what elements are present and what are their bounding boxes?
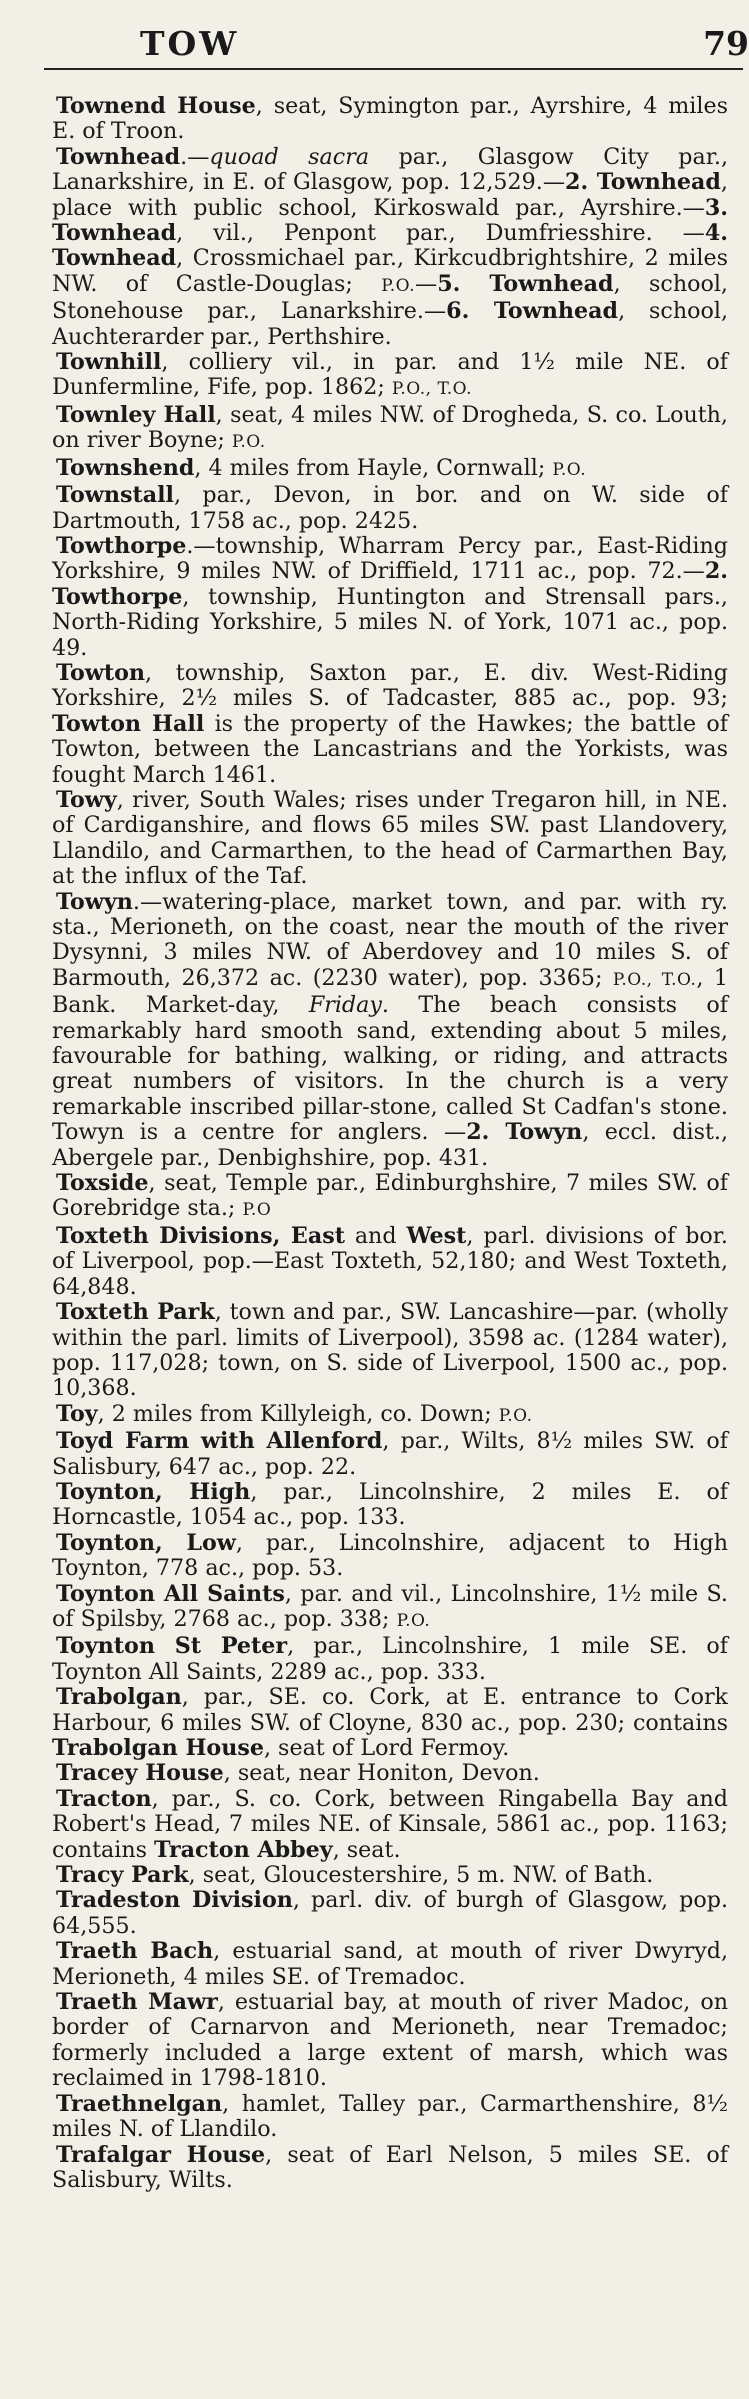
entry-tracton	[52, 1787, 728, 1863]
entry-toynton-all-saints	[52, 1582, 728, 1635]
entry-headword: 2. Towyn	[466, 1119, 583, 1146]
entry-text: , seat.	[332, 1836, 401, 1863]
entry-italic: Friday	[308, 992, 382, 1019]
entry-trafalgar-house	[52, 2143, 728, 2194]
entry-italic: quoad sacra	[209, 143, 370, 170]
page-number: 79	[703, 24, 749, 63]
entry-traethnelgan	[52, 2092, 728, 2143]
entry-headword: 3. Townhead	[52, 194, 728, 247]
entry-text: , school, Stonehouse par., Lanarkshire.—	[52, 270, 728, 325]
entry-abbrev: P.O.	[381, 275, 415, 296]
entry-towy	[52, 788, 728, 890]
entry-headword: Townley Hall	[56, 401, 216, 428]
entry-text: , par. and vil., Lincolnshire, 1½ mile S. of Spilsby, 2768 ac., pop. 338;	[52, 1580, 728, 1632]
entry-abbrev: P.O., T.O.	[612, 969, 697, 990]
entry-headword: 2. Towthorpe	[52, 558, 728, 610]
entry-headword: 4. Townhead	[52, 220, 728, 272]
entry-headword: Traeth Bach	[56, 1938, 214, 1965]
entry-townhead	[52, 145, 728, 350]
entry-headword: Trafalgar House	[56, 2141, 266, 2168]
entry-traeth-mawr	[52, 1990, 728, 2092]
entry-headword: Toy	[56, 1400, 98, 1427]
entry-text: , par., Wilts, 8½ miles SW. of Salisbury, 647 ac., pop. 22.	[52, 1428, 729, 1480]
entry-headword: Towyn	[56, 888, 133, 915]
entry-text: , seat, Symington par., Ayrshire, 4 miles E. of Troon.	[52, 93, 729, 145]
entry-headword: Toxteth Divisions, East	[56, 1222, 345, 1249]
entry-toxteth-divisions	[52, 1224, 728, 1300]
entry-headword: Tracton Abbey	[154, 1836, 333, 1863]
entry-headword: Townend House	[56, 93, 256, 119]
entry-tradeston-division	[52, 1888, 728, 1939]
entry-headword: Tracey House	[56, 1760, 224, 1787]
entry-text: , river, South Wales; rises under Tregaron hill, in NE. of Cardiganshire, and flows 65 miles SW. past Llandovery, Llandilo, and Carmarthen, to the head of Carmarthen Bay, at the influx of the Taf.	[52, 786, 728, 890]
entry-headword: 5. Townhead	[437, 270, 614, 297]
entry-headword: Towy	[56, 786, 117, 813]
entry-list	[52, 94, 728, 2193]
entry-abbrev: P.O	[242, 1200, 272, 1221]
entry-headword: West	[406, 1222, 467, 1249]
entry-text: , township, Huntington and Strensall pars., North-Riding Yorkshire, 5 miles N. of York, 1071 ac., pop. 49.	[52, 583, 728, 661]
entry-text: , par., SE. co. Cork, at E. entrance to Cork Harbour, 6 miles SW. of Cloyne, 830 ac., pop. 230; contains	[52, 1684, 728, 1736]
entry-toyd-farm	[52, 1429, 728, 1480]
entry-headword: Trabolgan House	[52, 1735, 264, 1761]
entry-text: . The beach consists of remarkably hard smooth sand, extending about 5 miles, favourable for bathing, walking, or riding, and attracts great numbers of visitors. In the church is a very remarkable inscribed pillar-stone, called St Cadfan's stone. Towyn is a centre for anglers. —	[52, 992, 728, 1146]
entry-headword: Towton Hall	[52, 710, 205, 737]
entry-toxside	[52, 1171, 728, 1224]
entry-text: , vil., Penpont par., Dumfriesshire. —	[176, 220, 705, 247]
entry-text: is the property of the Hawkes; the battle of Towton, between the Lancastrians and the Yorkists, was fought March 1461.	[52, 710, 728, 788]
entry-text: , estuarial sand, at mouth of river Dwyryd, Merioneth, 4 miles SE. of Tremadoc.	[52, 1938, 728, 1990]
entry-headword: 2. Townhead	[565, 169, 721, 196]
entry-text: , par., Lincolnshire, adjacent to High Toynton, 778 ac., pop. 53.	[52, 1529, 728, 1582]
entry-towthorpe	[52, 534, 728, 661]
entry-text: , 1 Bank. Market-day,	[52, 964, 728, 1019]
entry-headword: Tracy Park	[56, 1862, 189, 1889]
entry-townhill	[52, 350, 728, 403]
entry-townstall	[52, 483, 728, 534]
entry-headword: Tradeston Division	[56, 1887, 293, 1914]
entry-headword: Towton	[56, 659, 146, 686]
entry-text: , seat of Lord Fermoy.	[263, 1735, 510, 1761]
entry-text: , eccl. dist., Abergele par., Denbighshire, pop. 431.	[52, 1119, 728, 1171]
entry-headword: Toyd Farm with Allenford	[56, 1428, 383, 1455]
entry-text: , place with public school, Kirkoswald par., Ayrshire.—	[52, 169, 728, 221]
entry-text: —	[415, 270, 438, 297]
entry-text: par., Glasgow City par., Lanarkshire, in E. of Glasgow, pop. 12,529.—	[52, 143, 728, 196]
entry-text: , school, Auchterarder par., Perthshire.	[52, 298, 728, 350]
entry-toynton-high	[52, 1480, 728, 1531]
entry-text: , seat of Earl Nelson, 5 miles SE. of Salisbury, Wilts.	[52, 2141, 728, 2193]
entry-text: and	[344, 1222, 407, 1249]
entry-text: , colliery vil., in par. and 1½ mile NE. of Dunfermline, Fife, pop. 1862;	[52, 349, 728, 401]
entry-toy	[52, 1402, 728, 1429]
entry-text: , seat, Temple par., Edinburghshire, 7 miles SW. of Gorebridge sta.;	[52, 1170, 728, 1222]
entry-text: , par., S. co. Cork, between Ringabella Bay and Robert's Head, 7 miles NE. of Kinsale, 5861 ac., pop. 1163; contains	[52, 1785, 728, 1863]
entry-text: , parl. divisions of bor. of Liverpool, pop.—East Toxteth, 52,180; and West Toxteth, 64,848.	[52, 1222, 728, 1300]
entry-text: , par., Devon, in bor. and on W. side of Dartmouth, 1758 ac., pop. 2425.	[52, 482, 728, 534]
entry-headword: Townhead	[56, 143, 181, 170]
entry-abbrev: P.O.	[498, 1405, 533, 1426]
entry-townend-house	[52, 94, 728, 145]
entry-abbrev: P.O.	[552, 459, 587, 480]
entry-headword: Trabolgan	[56, 1684, 182, 1711]
page-header	[44, 22, 749, 70]
entry-headword: Toynton All Saints	[56, 1580, 285, 1607]
entry-text: , estuarial bay, at mouth of river Madoc, on border of Carnarvon and Merioneth, near Tremadoc; formerly included a large extent of marsh, which was reclaimed in 1798-1810.	[52, 1989, 728, 2092]
entry-toxteth-park	[52, 1300, 728, 1402]
entry-toynton-low	[52, 1531, 728, 1582]
entry-text: , Crossmichael par., Kirkcudbrightshire, 2 miles NW. of Castle-Douglas;	[52, 245, 728, 297]
entry-text: , hamlet, Talley par., Carmarthenshire, 8½ miles N. of Llandilo.	[52, 2090, 728, 2143]
entry-text: , 2 miles from Killyleigh, co. Down;	[97, 1400, 499, 1427]
entry-text: , seat, near Honiton, Devon.	[223, 1760, 540, 1787]
entry-text: .—	[180, 143, 210, 170]
entry-text: , township, Saxton par., E. div. West-Riding Yorkshire, 2½ miles S. of Tadcaster, 885 ac., pop. 93;	[52, 659, 728, 712]
entry-headword: Townhill	[56, 349, 162, 376]
entry-headword: Toynton St Peter	[56, 1633, 288, 1660]
entry-toynton-st-peter	[52, 1634, 728, 1685]
entry-headword: Townstall	[56, 482, 174, 509]
entry-text: .—watering-place, market town, and par. with ry. sta., Merioneth, on the coast, near the mouth of the river Dysynni, 3 miles NW. of Aberdovey and 10 miles S. of Barmouth, 26,372 ac. (2230 water), pop. 3365;	[52, 888, 728, 991]
entry-text: .—township, Wharram Percy par., East-Riding Yorkshire, 9 miles NW. of Driffield, 1711 ac., pop. 72.—	[52, 532, 728, 585]
entry-headword: Towthorpe	[56, 532, 187, 559]
entry-townley-hall	[52, 403, 728, 456]
entry-text: , parl. div. of burgh of Glasgow, pop. 64,555.	[52, 1887, 728, 1939]
entry-headword: Toxside	[56, 1170, 149, 1197]
entry-townshend	[52, 456, 728, 483]
entry-text: , seat, Gloucestershire, 5 m. NW. of Bath.	[188, 1862, 654, 1889]
entry-text: , 4 miles from Hayle, Cornwall;	[194, 454, 553, 481]
entry-traeth-bach	[52, 1939, 728, 1990]
entry-text: , par., Lincolnshire, 1 mile SE. of Toynton All Saints, 2289 ac., pop. 333.	[52, 1633, 728, 1685]
entry-headword: Toynton, Low	[56, 1529, 236, 1556]
entry-trabolgan	[52, 1685, 728, 1761]
entry-headword: 6. Townhead	[446, 298, 619, 325]
entry-headword: Traethnelgan	[56, 2090, 223, 2117]
entry-headword: Townshend	[56, 454, 195, 481]
entry-headword: Traeth Mawr	[56, 1989, 218, 2016]
entry-towyn	[52, 890, 728, 1171]
entry-headword: Tracton	[56, 1785, 152, 1812]
entry-text: , par., Lincolnshire, 2 miles E. of Horncastle, 1054 ac., pop. 133.	[52, 1478, 729, 1531]
entry-abbrev: P.O.	[396, 1610, 431, 1631]
entry-tracy-park	[52, 1863, 728, 1888]
entry-towton	[52, 661, 728, 788]
entry-abbrev: P.O.	[231, 432, 266, 453]
entry-text: , town and par., SW. Lancashire—par. (wholly within the parl. limits of Liverpool), 3598 ac. (1284 water), pop. 117,028; town, on S. side of Liverpool, 1500 ac., pop. 10,368.	[52, 1299, 728, 1402]
entry-headword: Toynton, High	[56, 1478, 251, 1505]
running-head: TOW	[140, 24, 240, 63]
entry-headword: Toxteth Park	[56, 1299, 215, 1326]
entry-text: , seat, 4 miles NW. of Drogheda, S. co. Louth, on river Boyne;	[52, 401, 728, 454]
entry-tracey-house	[52, 1761, 728, 1786]
entry-abbrev: P.O., T.O.	[391, 379, 473, 400]
